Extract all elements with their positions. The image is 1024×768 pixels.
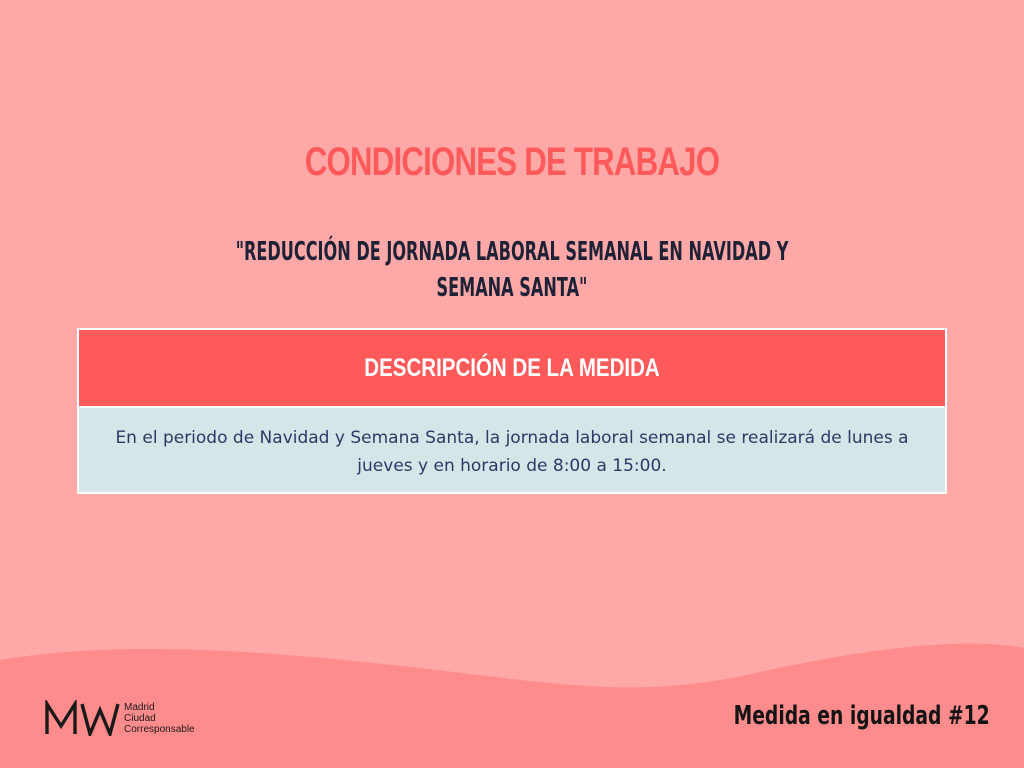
card-header — [79, 330, 945, 408]
measure-title: "REDUCCIÓN DE JORNADA LABORAL SEMANAL EN NAVIDAD Y SEMANA SANTA" — [235, 237, 789, 303]
logo-line-ciudad: Ciudad — [124, 713, 156, 724]
measure-number-tag: Medida en igualdad #12 — [733, 701, 990, 731]
mw-logo-mark-icon — [44, 700, 120, 736]
category-title: CONDICIONES DE TRABAJO — [304, 140, 720, 184]
card-description: En el periodo de Navidad y Semana Santa, la jornada laboral semanal se realizará de lunes a jueves y en horario de 8:00 a 15:00. — [115, 428, 909, 476]
description-card — [77, 328, 947, 494]
logo-line-corresponsable: Corresponsable — [124, 724, 195, 735]
card-heading: DESCRIPCIÓN DE LA MEDIDA — [364, 354, 660, 382]
logo-line-madrid: Madrid — [124, 702, 155, 713]
logo-wordmark — [124, 702, 195, 735]
